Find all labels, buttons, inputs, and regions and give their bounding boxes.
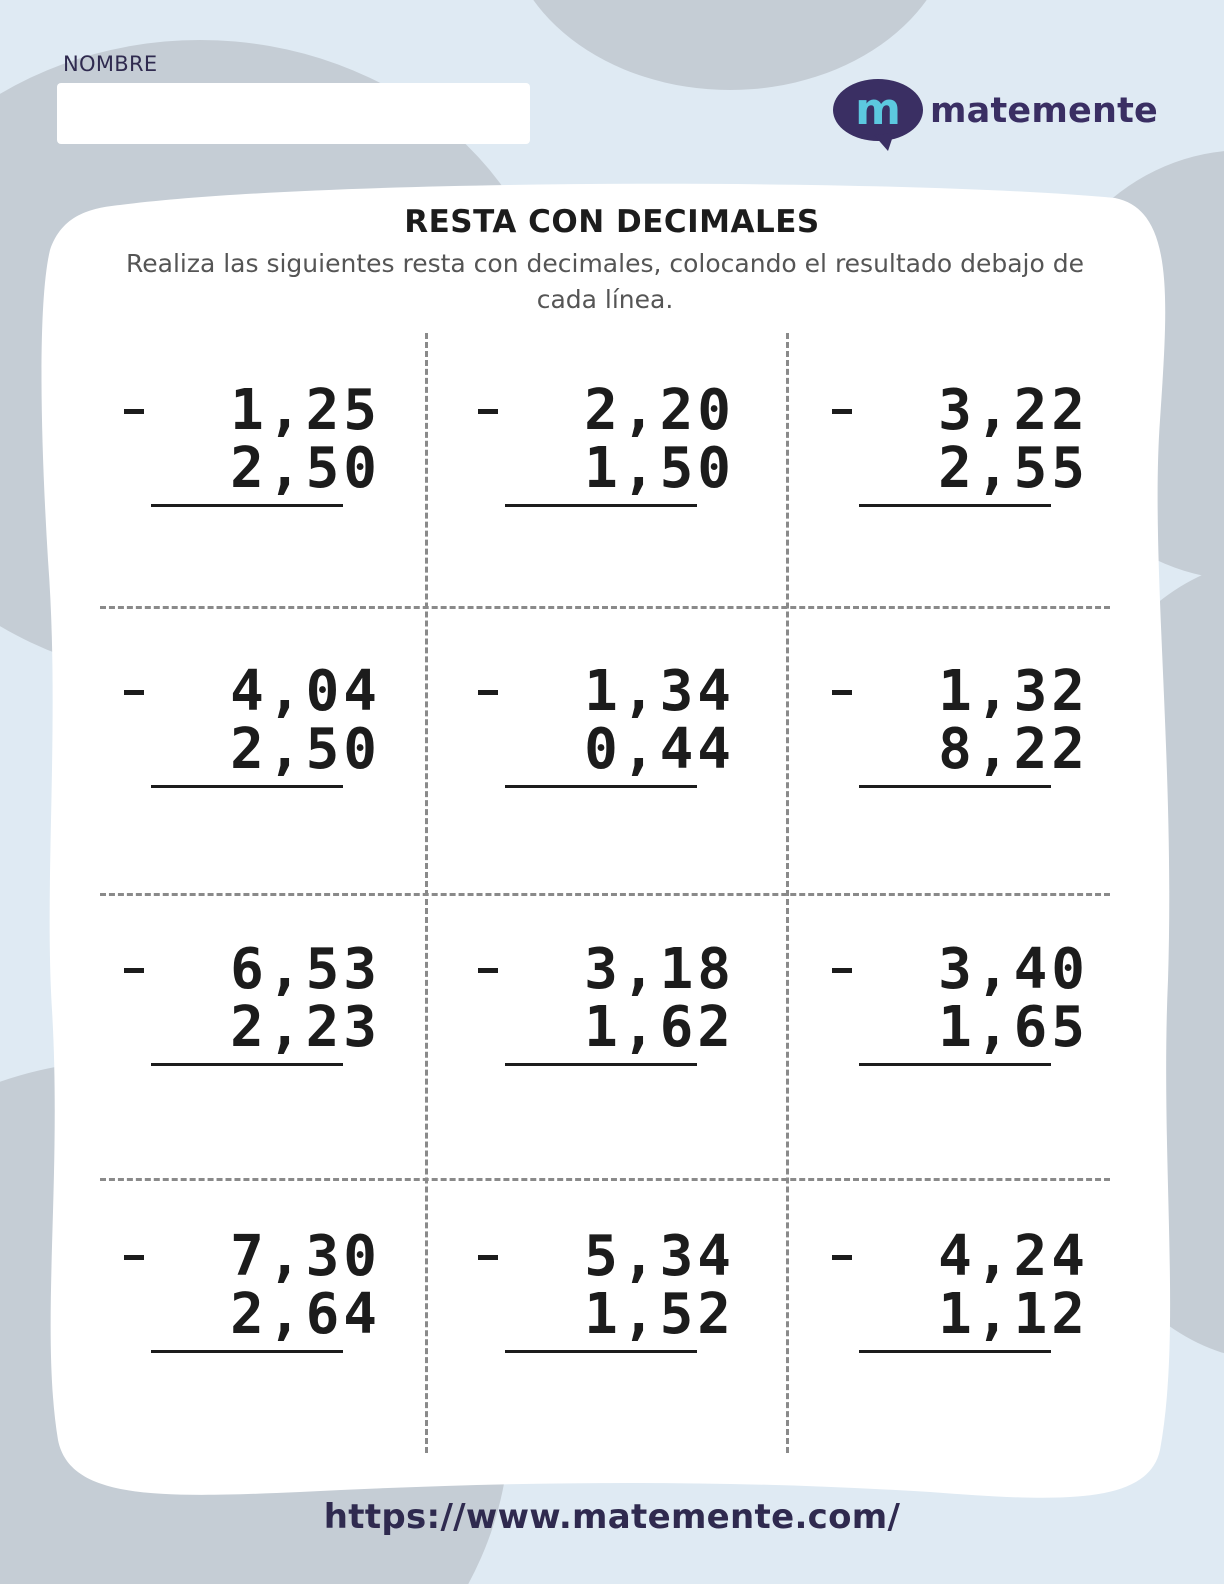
minuend: 1,32 [938, 659, 1089, 724]
brand-name: matemente [930, 91, 1158, 131]
problem-cell [808, 892, 1164, 1172]
problem-cell [808, 333, 1164, 613]
subtrahend: 1,12 [938, 1282, 1089, 1347]
minuend: 1,34 [584, 659, 735, 724]
minus-sign [832, 690, 852, 695]
minuend: 6,53 [230, 937, 381, 1002]
minus-sign [478, 1255, 498, 1260]
worksheet-title: RESTA CON DECIMALES [404, 204, 820, 240]
answer-line [859, 504, 1051, 507]
subtrahend: 2,50 [230, 717, 381, 782]
answer-line [151, 1350, 343, 1353]
problem-cell [100, 614, 456, 894]
problem-cell [454, 1179, 810, 1459]
problem-cell [100, 333, 456, 613]
answer-line [859, 1063, 1051, 1066]
minuend: 3,40 [938, 937, 1089, 1002]
subtrahend: 1,52 [584, 1282, 735, 1347]
subtrahend: 1,65 [938, 995, 1089, 1060]
minus-sign [832, 968, 852, 973]
problem-grid [100, 333, 1110, 1453]
subtrahend: 1,62 [584, 995, 735, 1060]
minus-sign [124, 1255, 144, 1260]
minuend: 7,30 [230, 1224, 381, 1289]
minus-sign [478, 690, 498, 695]
problem-cell [808, 614, 1164, 894]
minus-sign [124, 690, 144, 695]
minus-sign [832, 1255, 852, 1260]
subtrahend: 2,55 [938, 436, 1089, 501]
name-field[interactable] [57, 83, 530, 144]
minuend: 1,25 [230, 378, 381, 443]
answer-line [505, 1350, 697, 1353]
subtrahend: 1,50 [584, 436, 735, 501]
brand-logo [832, 77, 1158, 151]
minuend: 4,24 [938, 1224, 1089, 1289]
minus-sign [124, 968, 144, 973]
problem-cell [454, 614, 810, 894]
name-label: NOMBRE [63, 52, 158, 76]
minuend: 3,18 [584, 937, 735, 1002]
problem-cell [454, 333, 810, 613]
minuend: 3,22 [938, 378, 1089, 443]
minus-sign [124, 409, 144, 414]
answer-line [151, 504, 343, 507]
minus-sign [478, 968, 498, 973]
answer-line [505, 1063, 697, 1066]
logo-letter: m [855, 84, 901, 135]
answer-line [505, 504, 697, 507]
problem-cell [100, 892, 456, 1172]
answer-line [505, 785, 697, 788]
answer-line [151, 785, 343, 788]
speech-bubble-logo-icon [832, 77, 924, 151]
website-link[interactable]: https://www.matemente.com/ [323, 1497, 901, 1537]
minuend: 5,34 [584, 1224, 735, 1289]
minus-sign [478, 409, 498, 414]
subtrahend: 2,50 [230, 436, 381, 501]
worksheet-instructions: Realiza las siguientes resta con decimales, colocando el resultado debajo de cada línea. [126, 249, 1084, 314]
minuend: 4,04 [230, 659, 381, 724]
subtrahend: 0,44 [584, 717, 735, 782]
answer-line [859, 785, 1051, 788]
subtrahend: 2,64 [230, 1282, 381, 1347]
subtrahend: 8,22 [938, 717, 1089, 782]
answer-line [859, 1350, 1051, 1353]
subtrahend: 2,23 [230, 995, 381, 1060]
minuend: 2,20 [584, 378, 735, 443]
problem-cell [454, 892, 810, 1172]
answer-line [151, 1063, 343, 1066]
minus-sign [832, 409, 852, 414]
problem-cell [808, 1179, 1164, 1459]
problem-cell [100, 1179, 456, 1459]
